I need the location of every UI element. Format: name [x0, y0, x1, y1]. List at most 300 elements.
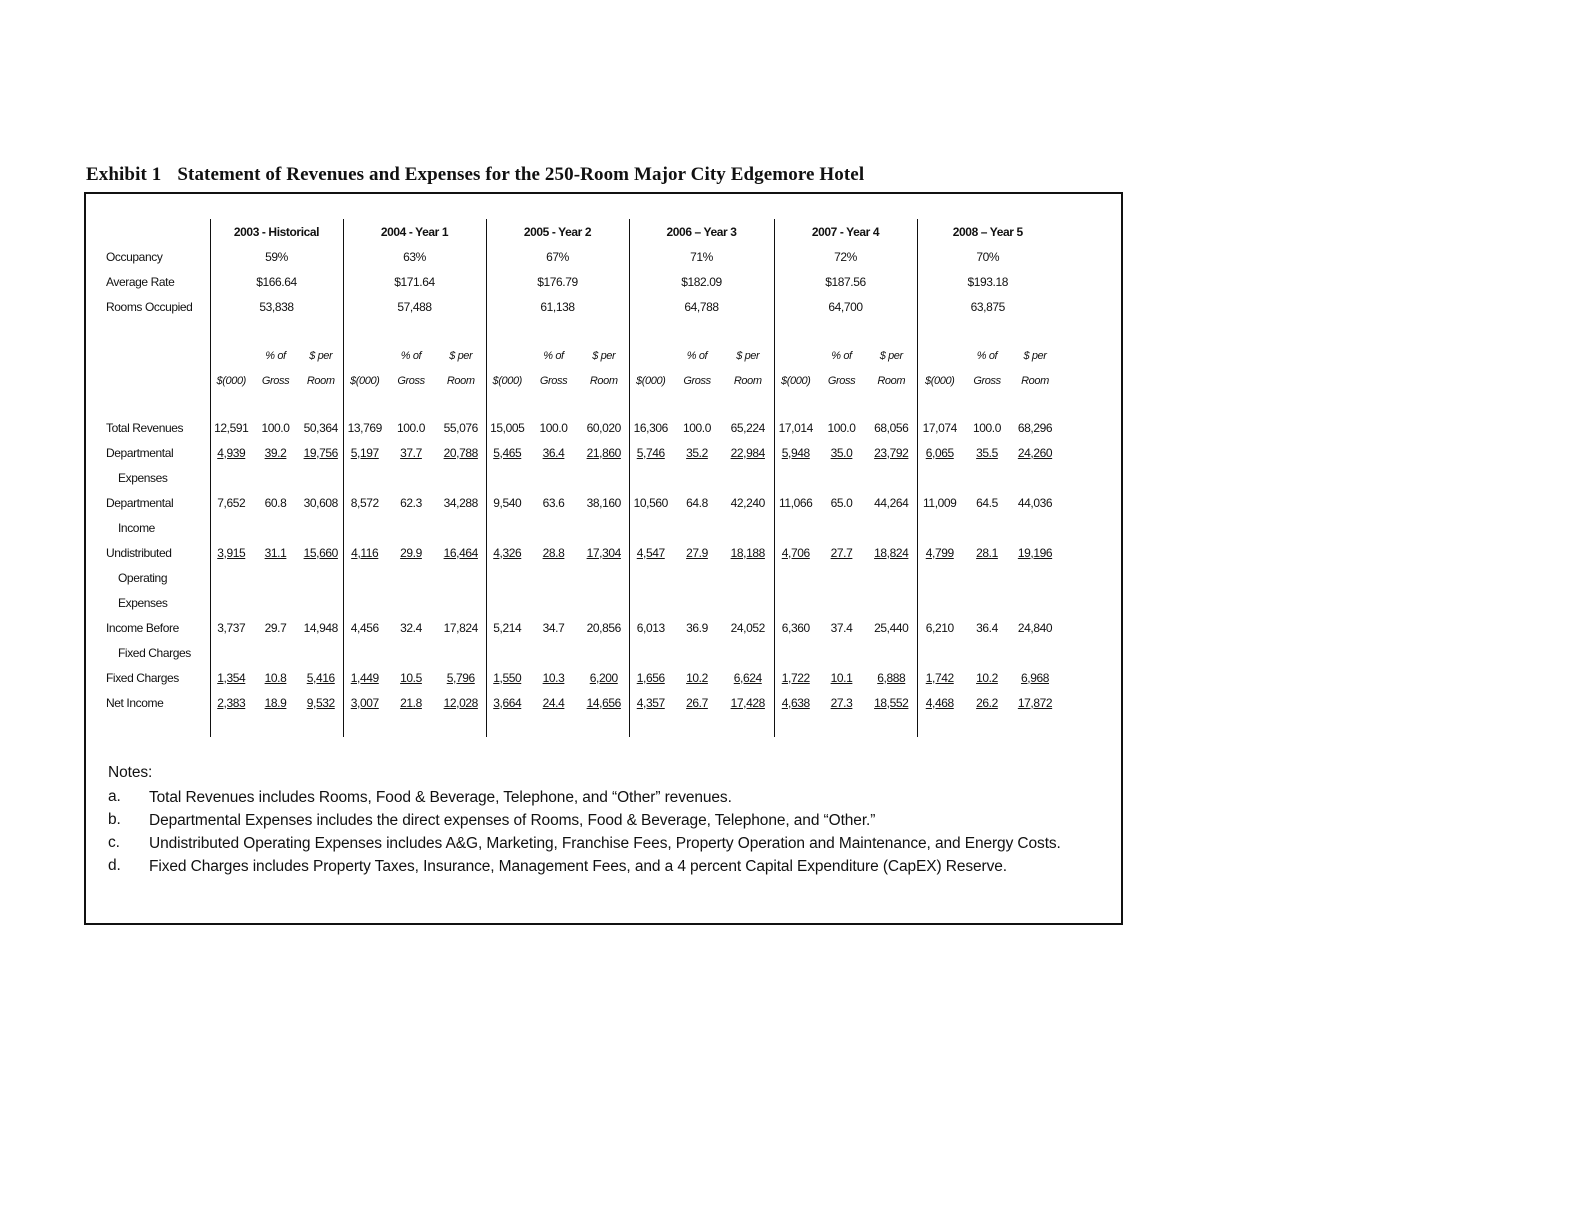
data-row-continuation	[102, 565, 1058, 590]
value-thousands: 4,706	[774, 540, 817, 565]
summary-value: 72%	[774, 244, 917, 269]
empty-cell	[917, 565, 962, 590]
data-row	[102, 665, 1058, 690]
row-label: Expenses	[118, 595, 168, 610]
empty-cell	[866, 465, 917, 490]
empty-cell	[774, 590, 817, 615]
value-thousands: 4,357	[629, 690, 672, 715]
empty-cell	[866, 640, 917, 665]
value-thousands: 1,742	[917, 665, 962, 690]
col-header-per-room: $ per	[309, 349, 333, 362]
value-per-room: 68,296	[1017, 420, 1053, 435]
spacer	[486, 715, 629, 737]
col-header-room: Room	[1021, 374, 1049, 387]
empty-cell	[722, 640, 774, 665]
spacer-row	[102, 393, 1058, 415]
row-label-blank	[102, 219, 210, 244]
value-per-room: 17,428	[730, 695, 765, 710]
row-label: Departmental	[106, 445, 174, 460]
col-header-pct: % of	[400, 349, 422, 362]
col-header-room: Room	[306, 374, 335, 387]
spacer	[629, 393, 774, 415]
value-pct-gross: 100.0	[827, 420, 856, 435]
value-pct-gross: 65.0	[830, 495, 853, 510]
spacer	[210, 319, 343, 343]
col-header-blank	[210, 343, 252, 368]
row-label-blank	[102, 343, 210, 368]
value-per-room: 44,036	[1017, 495, 1053, 510]
row-label: Occupancy	[106, 249, 163, 264]
exhibit-label: Exhibit 1	[86, 164, 162, 185]
value-thousands: 4,456	[343, 615, 386, 640]
value-per-room: 55,076	[443, 420, 478, 435]
value-pct-gross: 35.0	[830, 445, 853, 460]
value-pct-gross: 36.9	[686, 620, 708, 635]
value-thousands: 5,465	[486, 440, 528, 465]
value-per-room: 30,608	[303, 495, 338, 510]
summary-value: 64,700	[774, 294, 917, 319]
value-thousands: 4,638	[774, 690, 817, 715]
summary-value: 61,138	[486, 294, 629, 319]
col-header-gross: Gross	[539, 374, 568, 387]
empty-cell	[1012, 515, 1058, 540]
empty-cell	[629, 590, 672, 615]
value-thousands: 4,799	[917, 540, 962, 565]
summary-value: 70%	[917, 244, 1058, 269]
value-pct-gross: 32.4	[400, 620, 422, 635]
value-thousands: 12,591	[210, 415, 252, 440]
empty-cell	[672, 640, 722, 665]
value-thousands: 3,737	[210, 615, 252, 640]
col-header-per-room: $ per	[879, 349, 903, 362]
value-pct-gross: 100.0	[972, 420, 1002, 435]
col-header-blank	[486, 343, 528, 368]
col-header-gross: Gross	[683, 374, 711, 387]
empty-cell	[486, 640, 528, 665]
summary-value: $187.56	[774, 269, 917, 294]
value-per-room: 38,160	[586, 495, 621, 510]
year-header: 2006 – Year 3	[629, 219, 774, 244]
empty-cell	[486, 515, 528, 540]
empty-cell	[210, 590, 252, 615]
value-pct-gross: 10.8	[264, 670, 287, 685]
value-thousands: 15,005	[486, 415, 528, 440]
note-item	[108, 809, 1108, 832]
empty-cell	[299, 590, 343, 615]
value-pct-gross: 10.3	[542, 670, 565, 685]
value-per-room: 6,200	[589, 670, 618, 685]
value-thousands: 1,656	[629, 665, 672, 690]
empty-cell	[343, 465, 386, 490]
value-per-room: 5,796	[446, 670, 475, 685]
spacer	[343, 393, 486, 415]
empty-cell	[722, 590, 774, 615]
empty-cell	[774, 465, 817, 490]
empty-cell	[866, 590, 917, 615]
year-header: 2008 – Year 5	[917, 219, 1058, 244]
value-pct-gross: 37.7	[400, 445, 422, 460]
value-per-room: 17,824	[443, 620, 478, 635]
year-header: 2004 - Year 1	[343, 219, 486, 244]
value-pct-gross: 24.4	[542, 695, 565, 710]
spacer	[774, 715, 917, 737]
data-row	[102, 415, 1058, 440]
empty-cell	[774, 640, 817, 665]
exhibit-title	[86, 164, 864, 186]
empty-cell	[528, 640, 579, 665]
column-header-row-1	[102, 343, 1058, 368]
value-thousands: 9,540	[486, 490, 528, 515]
year-header: 2005 - Year 2	[486, 219, 629, 244]
value-pct-gross: 28.1	[976, 545, 998, 560]
empty-cell	[528, 515, 579, 540]
value-per-room: 60,020	[586, 420, 621, 435]
value-thousands: 4,547	[629, 540, 672, 565]
notes-section	[108, 762, 1108, 878]
empty-cell	[672, 590, 722, 615]
column-header-row-2	[102, 368, 1058, 393]
empty-cell	[817, 465, 866, 490]
spacer-row	[102, 715, 1058, 737]
value-per-room: 25,440	[874, 620, 909, 635]
value-per-room: 20,788	[443, 445, 478, 460]
value-pct-gross: 26.2	[976, 695, 998, 710]
value-per-room: 6,888	[877, 670, 906, 685]
empty-cell	[672, 565, 722, 590]
empty-cell	[774, 565, 817, 590]
empty-cell	[629, 515, 672, 540]
value-thousands: 1,449	[343, 665, 386, 690]
summary-value: $166.64	[210, 269, 343, 294]
summary-row	[102, 294, 1058, 319]
value-thousands: 4,939	[210, 440, 252, 465]
spacer	[102, 319, 210, 343]
spacer	[917, 393, 1058, 415]
summary-value: 71%	[629, 244, 774, 269]
col-header-per-room: $ per	[592, 349, 616, 362]
row-label-blank	[102, 368, 210, 393]
value-per-room: 6,624	[733, 670, 762, 685]
empty-cell	[962, 465, 1012, 490]
exhibit-title-text: Statement of Revenues and Expenses for the 250-Room Major City Edgemore Hotel	[177, 164, 865, 185]
empty-cell	[629, 465, 672, 490]
summary-value: 53,838	[210, 294, 343, 319]
value-pct-gross: 31.1	[264, 545, 287, 560]
spacer	[102, 715, 210, 737]
value-thousands: 3,007	[343, 690, 386, 715]
empty-cell	[579, 465, 629, 490]
value-thousands: 6,360	[774, 615, 817, 640]
empty-cell	[817, 515, 866, 540]
empty-cell	[917, 590, 962, 615]
value-thousands: 4,116	[343, 540, 386, 565]
empty-cell	[528, 465, 579, 490]
spacer	[486, 319, 629, 343]
note-item	[108, 786, 1108, 809]
note-text: Undistributed Operating Expenses includes A&G, Marketing, Franchise Fees, Property Operation and Maintenance, and Energy Costs.	[149, 835, 1061, 852]
empty-cell	[774, 515, 817, 540]
note-text: Total Revenues includes Rooms, Food & Beverage, Telephone, and “Other” revenues.	[149, 789, 732, 806]
value-pct-gross: 18.9	[264, 695, 287, 710]
value-thousands: 2,383	[210, 690, 252, 715]
spacer-row	[102, 319, 1058, 343]
data-row	[102, 615, 1058, 640]
empty-cell	[252, 565, 299, 590]
row-label: Expenses	[118, 470, 168, 485]
value-thousands: 4,468	[917, 690, 962, 715]
data-row-continuation	[102, 590, 1058, 615]
value-pct-gross: 100.0	[682, 420, 712, 435]
empty-cell	[722, 565, 774, 590]
empty-cell	[528, 565, 579, 590]
summary-row	[102, 269, 1058, 294]
spacer	[774, 319, 917, 343]
value-thousands: 5,948	[774, 440, 817, 465]
year-header: 2003 - Historical	[210, 219, 343, 244]
summary-value: 63%	[343, 244, 486, 269]
data-row	[102, 440, 1058, 465]
value-per-room: 5,416	[306, 670, 335, 685]
empty-cell	[579, 590, 629, 615]
value-pct-gross: 35.5	[976, 445, 998, 460]
value-thousands: 13,769	[343, 415, 386, 440]
spacer	[629, 715, 774, 737]
spacer	[629, 319, 774, 343]
spacer	[210, 715, 343, 737]
empty-cell	[817, 565, 866, 590]
col-header-blank	[917, 343, 962, 368]
row-label: Total Revenues	[106, 420, 184, 435]
summary-value: 64,788	[629, 294, 774, 319]
empty-cell	[672, 465, 722, 490]
value-per-room: 12,028	[443, 695, 478, 710]
empty-cell	[486, 565, 528, 590]
empty-cell	[210, 565, 252, 590]
empty-cell	[486, 590, 528, 615]
value-per-room: 19,196	[1017, 545, 1053, 560]
empty-cell	[817, 640, 866, 665]
value-thousands: 6,013	[629, 615, 672, 640]
empty-cell	[486, 465, 528, 490]
col-header-room: Room	[589, 374, 618, 387]
empty-cell	[343, 640, 386, 665]
value-pct-gross: 64.8	[686, 495, 708, 510]
empty-cell	[1012, 565, 1058, 590]
value-pct-gross: 39.2	[264, 445, 287, 460]
empty-cell	[343, 515, 386, 540]
row-label: Income Before	[106, 620, 179, 635]
note-letter: d.	[108, 857, 121, 874]
spacer	[102, 393, 210, 415]
value-per-room: 24,052	[730, 620, 765, 635]
value-per-room: 24,260	[1017, 445, 1053, 460]
col-header-thousands: $(000)	[486, 368, 528, 393]
summary-value: 67%	[486, 244, 629, 269]
empty-cell	[962, 640, 1012, 665]
value-pct-gross: 35.2	[686, 445, 708, 460]
empty-cell	[528, 590, 579, 615]
value-pct-gross: 10.2	[976, 670, 998, 685]
year-header: 2007 - Year 4	[774, 219, 917, 244]
value-thousands: 16,306	[629, 415, 672, 440]
value-pct-gross: 36.4	[976, 620, 998, 635]
notes-heading: Notes:	[108, 764, 153, 781]
value-pct-gross: 28.8	[542, 545, 565, 560]
empty-cell	[866, 565, 917, 590]
empty-cell	[386, 590, 436, 615]
empty-cell	[210, 465, 252, 490]
spacer	[486, 393, 629, 415]
value-pct-gross: 27.9	[686, 545, 708, 560]
row-label: Operating	[118, 570, 168, 585]
empty-cell	[210, 640, 252, 665]
value-pct-gross: 10.5	[400, 670, 422, 685]
value-per-room: 23,792	[874, 445, 909, 460]
value-per-room: 65,224	[730, 420, 765, 435]
row-label: Fixed Charges	[106, 670, 179, 685]
value-thousands: 5,214	[486, 615, 528, 640]
col-header-pct: % of	[543, 349, 564, 362]
note-item	[108, 855, 1108, 878]
empty-cell	[386, 515, 436, 540]
value-per-room: 34,288	[443, 495, 478, 510]
empty-cell	[386, 640, 436, 665]
value-per-room: 68,056	[874, 420, 909, 435]
value-thousands: 3,915	[210, 540, 252, 565]
data-row-continuation	[102, 515, 1058, 540]
col-header-thousands: $(000)	[917, 368, 962, 393]
value-per-room: 17,304	[586, 545, 621, 560]
summary-value: 57,488	[343, 294, 486, 319]
empty-cell	[1012, 465, 1058, 490]
value-pct-gross: 29.7	[264, 620, 287, 635]
value-per-room: 18,552	[874, 695, 909, 710]
value-per-room: 44,264	[874, 495, 909, 510]
value-pct-gross: 63.6	[542, 495, 565, 510]
value-thousands: 4,326	[486, 540, 528, 565]
col-header-blank	[774, 343, 817, 368]
empty-cell	[866, 515, 917, 540]
value-per-room: 50,364	[303, 420, 338, 435]
empty-cell	[817, 590, 866, 615]
value-per-room: 14,656	[586, 695, 621, 710]
empty-cell	[962, 590, 1012, 615]
value-per-room: 42,240	[730, 495, 765, 510]
value-per-room: 19,756	[303, 445, 338, 460]
empty-cell	[579, 515, 629, 540]
value-pct-gross: 26.7	[686, 695, 708, 710]
col-header-thousands: $(000)	[629, 368, 672, 393]
exhibit-frame	[84, 192, 1123, 925]
empty-cell	[343, 590, 386, 615]
col-header-gross: Gross	[261, 374, 290, 387]
value-per-room: 17,872	[1017, 695, 1053, 710]
empty-cell	[917, 515, 962, 540]
value-per-room: 24,840	[1017, 620, 1053, 635]
empty-cell	[299, 465, 343, 490]
empty-cell	[252, 590, 299, 615]
value-pct-gross: 100.0	[261, 420, 290, 435]
empty-cell	[722, 465, 774, 490]
empty-cell	[629, 640, 672, 665]
empty-cell	[579, 640, 629, 665]
value-pct-gross: 100.0	[539, 420, 568, 435]
value-thousands: 1,722	[774, 665, 817, 690]
empty-cell	[252, 465, 299, 490]
col-header-pct: % of	[265, 349, 286, 362]
spacer	[917, 319, 1058, 343]
value-per-room: 14,948	[303, 620, 338, 635]
spacer	[210, 393, 343, 415]
value-thousands: 6,210	[917, 615, 962, 640]
col-header-thousands: $(000)	[343, 368, 386, 393]
value-thousands: 1,550	[486, 665, 528, 690]
col-header-gross: Gross	[397, 374, 425, 387]
value-thousands: 10,560	[629, 490, 672, 515]
empty-cell	[299, 565, 343, 590]
value-per-room: 15,660	[303, 545, 338, 560]
spacer	[343, 319, 486, 343]
row-label: Income	[118, 520, 155, 535]
col-header-pct: % of	[686, 349, 708, 362]
financial-table	[102, 219, 1058, 737]
spacer	[774, 393, 917, 415]
row-label: Fixed Charges	[118, 645, 191, 660]
note-item	[108, 832, 1108, 855]
data-row-continuation	[102, 640, 1058, 665]
note-text: Departmental Expenses includes the direct expenses of Rooms, Food & Beverage, Telephone, and “Other.”	[149, 812, 876, 829]
value-thousands: 3,664	[486, 690, 528, 715]
col-header-room: Room	[877, 374, 906, 387]
value-thousands: 11,066	[774, 490, 817, 515]
value-per-room: 21,860	[586, 445, 621, 460]
note-letter: c.	[108, 834, 120, 851]
empty-cell	[629, 565, 672, 590]
summary-value: $182.09	[629, 269, 774, 294]
empty-cell	[1012, 590, 1058, 615]
col-header-blank	[629, 343, 672, 368]
col-header-per-room: $ per	[449, 349, 473, 362]
row-label: Rooms Occupied	[106, 299, 193, 314]
summary-value: $171.64	[343, 269, 486, 294]
col-header-gross: Gross	[827, 374, 856, 387]
empty-cell	[343, 565, 386, 590]
col-header-per-room: $ per	[736, 349, 760, 362]
spacer	[343, 715, 486, 737]
value-pct-gross: 21.8	[400, 695, 422, 710]
empty-cell	[436, 515, 486, 540]
empty-cell	[962, 565, 1012, 590]
empty-cell	[210, 515, 252, 540]
data-row	[102, 490, 1058, 515]
empty-cell	[917, 465, 962, 490]
spacer	[917, 715, 1058, 737]
value-thousands: 6,065	[917, 440, 962, 465]
empty-cell	[386, 565, 436, 590]
note-letter: a.	[108, 788, 121, 805]
col-header-thousands: $(000)	[774, 368, 817, 393]
value-thousands: 17,014	[774, 415, 817, 440]
summary-row	[102, 244, 1058, 269]
value-pct-gross: 37.4	[830, 620, 853, 635]
empty-cell	[299, 515, 343, 540]
empty-cell	[722, 515, 774, 540]
empty-cell	[386, 465, 436, 490]
value-per-room: 6,968	[1020, 670, 1050, 685]
value-per-room: 20,856	[586, 620, 621, 635]
value-pct-gross: 60.8	[264, 495, 287, 510]
data-row-continuation	[102, 465, 1058, 490]
